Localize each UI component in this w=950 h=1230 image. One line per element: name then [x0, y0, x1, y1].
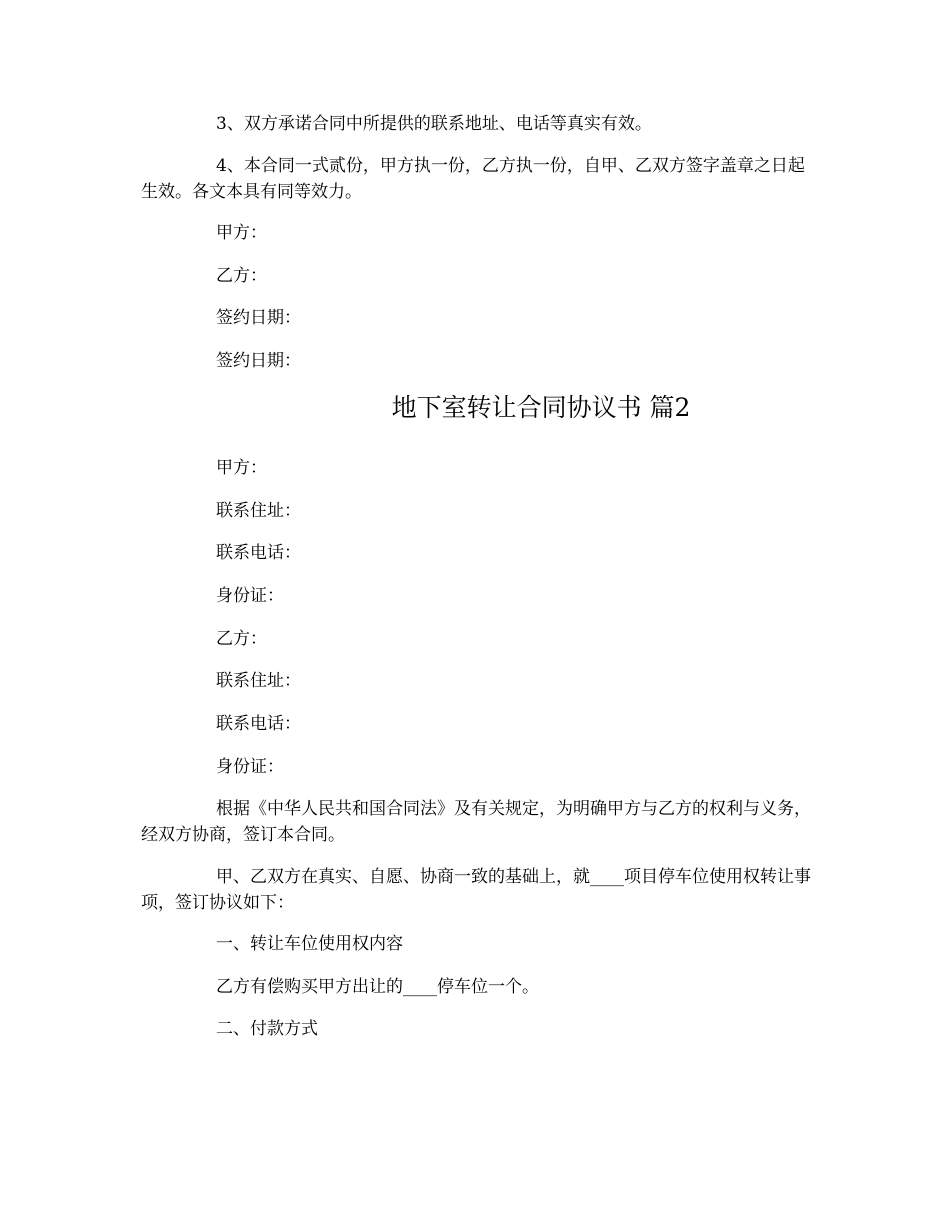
transfer-content-text: 乙方有偿购买甲方出让的____停车位一个。 — [216, 977, 539, 997]
section-title: 地下室转让合同协议书 篇2 — [391, 393, 691, 422]
sign-date-label: 签约日期： — [216, 351, 301, 371]
party-a-label: 甲方： — [216, 458, 267, 478]
party-b-label: 乙方： — [216, 629, 267, 649]
clause-4: 4、本合同一式贰份，甲方执一份，乙方执一份，自甲、乙双方签字盖章之日起生效。各文本具有同等效力。 — [141, 156, 805, 202]
clause-3: 3、双方承诺合同中所提供的联系地址、电话等真实有效。 — [216, 114, 652, 134]
sign-date-label: 签约日期： — [216, 308, 301, 328]
party-b-id-label: 身份证： — [216, 757, 284, 777]
party-b-label: 乙方： — [216, 266, 267, 286]
party-b-address-label: 联系住址： — [216, 671, 301, 691]
party-a-address-label: 联系住址： — [216, 501, 301, 521]
party-a-id-label: 身份证： — [216, 586, 284, 606]
basis-paragraph: 甲、乙双方在真实、自愿、协商一致的基础上，就____项目停车位使用权转让事项，签订协议如下： — [141, 867, 811, 913]
intro-paragraph: 根据《中华人民共和国合同法》及有关规定，为明确甲方与乙方的权利与义务，经双方协商，签订本合同。 — [141, 799, 811, 845]
heading-payment-method: 二、付款方式 — [216, 1019, 318, 1039]
party-b-phone-label: 联系电话： — [216, 714, 301, 734]
heading-transfer-content: 一、转让车位使用权内容 — [216, 934, 403, 954]
party-a-label: 甲方： — [216, 223, 267, 243]
party-a-phone-label: 联系电话： — [216, 543, 301, 563]
